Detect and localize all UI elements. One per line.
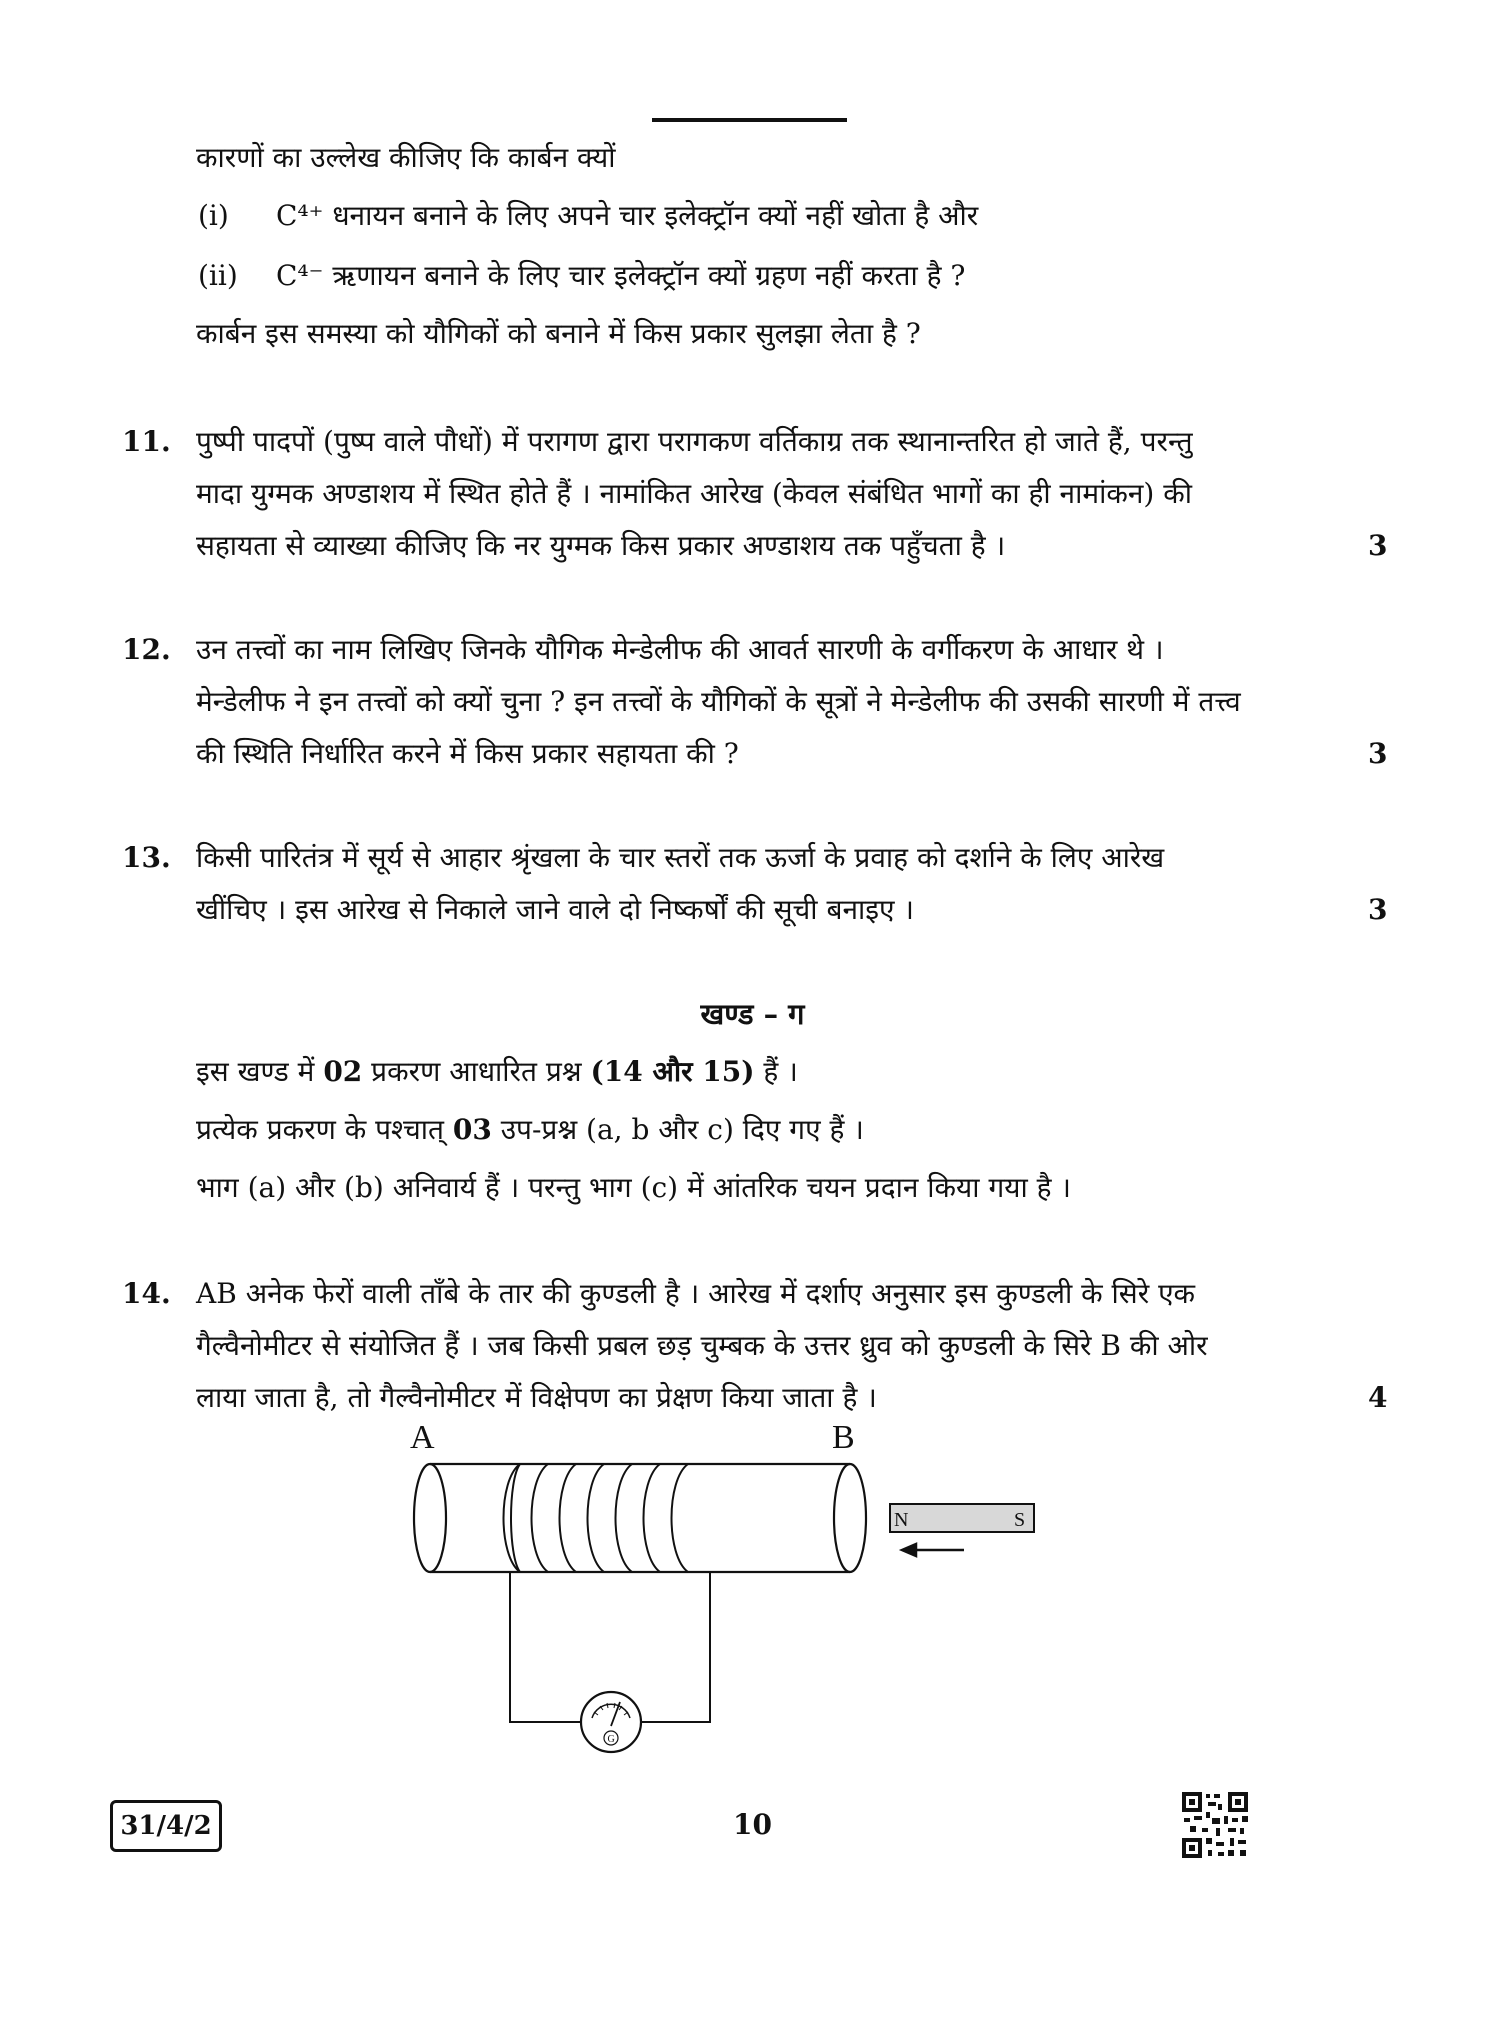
q10-part-ii-text: C⁴⁻ ऋणायन बनाने के लिए चार इलेक्ट्रॉन क्यों ग्रहण नहीं करता है ?: [276, 259, 966, 292]
section-instruction-3: भाग (a) और (b) अनिवार्य हैं । परन्तु भाग (c) में आंतरिक चयन प्रदान किया गया है ।: [196, 1171, 1071, 1204]
magnet-south-label: S: [1014, 1509, 1026, 1531]
arrow-left-icon: [902, 1544, 964, 1556]
q14-line3: लाया जाता है, तो गैल्वैनोमीटर में विक्षेपण का प्रेक्षण किया जाता है ।: [196, 1381, 877, 1414]
coil-cylinder: [414, 1464, 866, 1572]
label-a: A: [410, 1420, 435, 1456]
q13-marks: 3: [1368, 893, 1388, 926]
section-title: खण्ड – ग: [700, 997, 805, 1031]
qr-code-icon: [1180, 1790, 1250, 1860]
section-instruction-2: प्रत्येक प्रकरण के पश्चात् 03 उप-प्रश्न (a, b और c) दिए गए हैं ।: [196, 1113, 864, 1146]
q11-line2: मादा युग्मक अण्डाशय में स्थित होते हैं । नामांकित आरेख (केवल संबंधित भागों का ही नामांकन) की: [196, 477, 1192, 510]
q14-marks: 4: [1368, 1381, 1388, 1414]
q11-line1: पुष्पी पादपों (पुष्प वाले पौधों) में परागण द्वारा परागकण वर्तिकाग्र तक स्थानान्तरित हो जाते हैं, परन्तु: [196, 425, 1193, 458]
paper-code-badge: 31/4/2: [110, 1800, 222, 1852]
bar-magnet: [890, 1504, 1034, 1532]
label-b: B: [832, 1420, 855, 1456]
coil-galvanometer-figure: [380, 1420, 1080, 1760]
q12-number: 12.: [122, 633, 171, 666]
q10-part-ii-label: (ii): [198, 259, 238, 292]
section-instruction-1: इस खण्ड में 02 प्रकरण आधारित प्रश्न (14 और 15) हैं ।: [196, 1055, 798, 1088]
q12-marks: 3: [1368, 737, 1388, 770]
q14-number: 14.: [122, 1277, 171, 1310]
page-number: 10: [733, 1808, 772, 1841]
q12-line1: उन तत्त्वों का नाम लिखिए जिनके यौगिक मेन्डेलीफ की आवर्त सारणी के वर्गीकरण के आधार थे ।: [196, 633, 1164, 666]
q12-line2: मेन्डेलीफ ने इन तत्त्वों को क्यों चुना ? इन तत्त्वों के यौगिकों के सूत्रों ने मेन्डेलीफ की उसकी सारणी में तत्त्व: [196, 685, 1241, 718]
q14-line2: गैल्वैनोमीटर से संयोजित हैं । जब किसी प्रबल छड़ चुम्बक के उत्तर ध्रुव को कुण्डली के सिरे B की ओर: [196, 1329, 1208, 1362]
q10-part-i-text: C⁴⁺ धनायन बनाने के लिए अपने चार इलेक्ट्रॉन क्यों नहीं खोता है और: [276, 199, 979, 232]
q11-marks: 3: [1368, 529, 1388, 562]
galvanometer-label: G: [607, 1734, 615, 1745]
q11-line3: सहायता से व्याख्या कीजिए कि नर युग्मक किस प्रकार अण्डाशय तक पहुँचता है ।: [196, 529, 1006, 562]
q13-number: 13.: [122, 841, 171, 874]
q10-intro: कारणों का उल्लेख कीजिए कि कार्बन क्यों: [196, 141, 616, 174]
coil-turns: [504, 1464, 689, 1572]
q10-closing: कार्बन इस समस्या को यौगिकों को बनाने में किस प्रकार सुलझा लेता है ?: [196, 317, 921, 350]
q10-part-i-label: (i): [198, 199, 229, 232]
q13-line2: खींचिए । इस आरेख से निकाले जाने वाले दो निष्कर्षों की सूची बनाइए ।: [196, 893, 914, 926]
galvanometer: [581, 1692, 641, 1752]
q13-line1: किसी पारितंत्र में सूर्य से आहार श्रृंखला के चार स्तरों तक ऊर्जा के प्रवाह को दर्शाने के लिए आरेख: [196, 841, 1165, 874]
q12-line3: की स्थिति निर्धारित करने में किस प्रकार सहायता की ?: [196, 737, 739, 770]
q11-number: 11.: [122, 425, 171, 458]
top-rule: [652, 118, 847, 122]
q14-line1: AB अनेक फेरों वाली ताँबे के तार की कुण्डली है । आरेख में दर्शाए अनुसार इस कुण्डली के सिरे एक: [196, 1277, 1196, 1310]
magnet-north-label: N: [894, 1509, 909, 1531]
